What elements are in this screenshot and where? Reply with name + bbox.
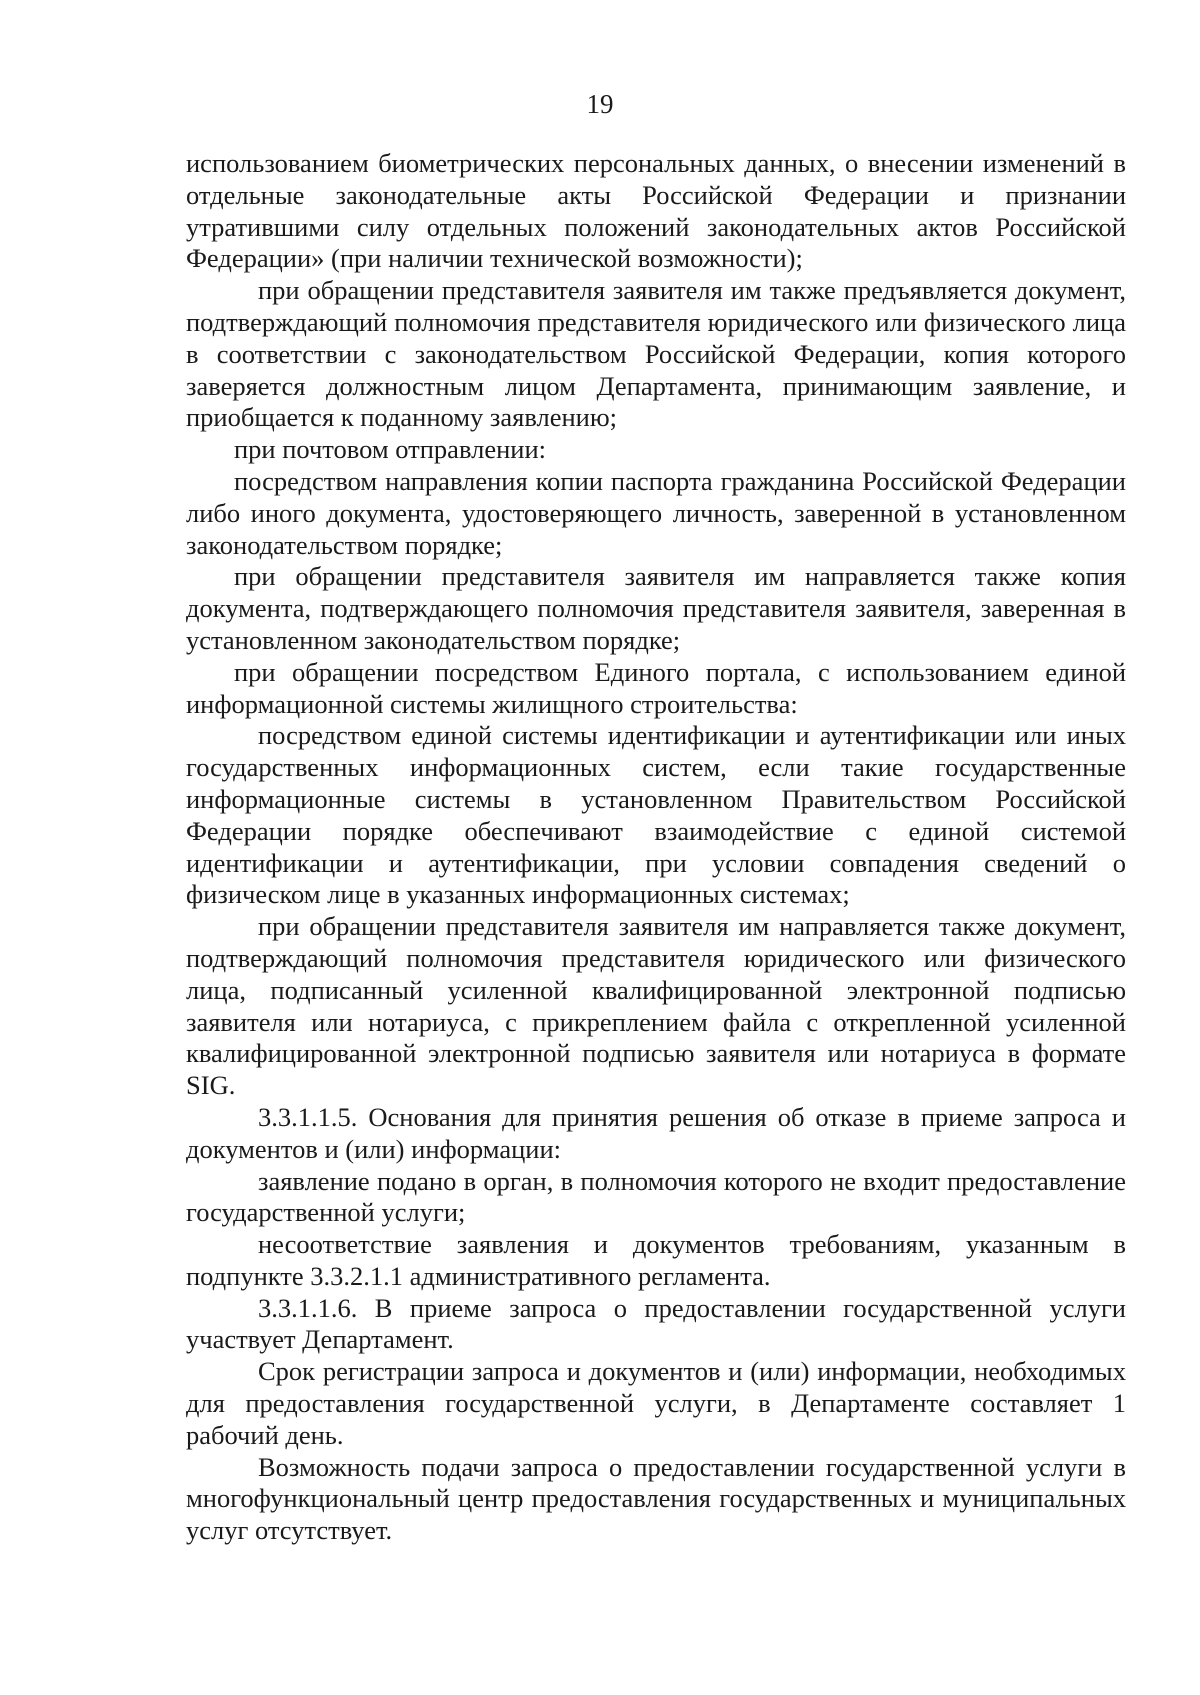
paragraph: при обращении представителя заявителя им также предъявляется документ, подтверждающий полномочия представителя юридического или физического лица в соответствии с законодательством Российской Федерации, копия которого заверяется должностным лицом Департамента, принимающим заявление, и приобщается к поданному заявлению;	[186, 275, 1126, 433]
paragraph: 3.3.1.1.5. Основания для принятия решения об отказе в приеме запроса и документов и (или) информации:	[186, 1101, 1126, 1164]
paragraph: 3.3.1.1.6. В приеме запроса о предоставлении государственной услуги участвует Департамент.	[186, 1292, 1126, 1355]
page-number: 19	[586, 89, 614, 119]
paragraph: посредством единой системы идентификации и аутентификации или иных государственных информационных систем, если такие государственные информационные системы в установленном Правительством Российской Федерации порядке обеспечивают взаимодействие с единой системой идентификации и аутентификации, при условии совпадения сведений о физическом лице в указанных информационных системах;	[186, 720, 1126, 910]
paragraph: при обращении представителя заявителя им направляется также копия документа, подтверждающего полномочия представителя заявителя, заверенная в установленном законодательством порядке;	[186, 561, 1126, 655]
paragraph: при обращении представителя заявителя им направляется также документ, подтверждающий полномочия представителя юридического или физического лица, подписанный усиленной квалифицированной электронной подписью заявителя или нотариуса, с прикреплением файла с открепленной усиленной квалифицированной электронной подписью заявителя или нотариуса в формате SIG.	[186, 911, 1126, 1101]
document-body	[186, 148, 1126, 1547]
paragraph: при почтовом отправлении:	[234, 434, 546, 465]
paragraph: Возможность подачи запроса о предоставлении государственной услуги в многофункциональный центр предоставления государственных и муниципальных услуг отсутствует.	[186, 1451, 1126, 1546]
paragraph: при обращении посредством Единого портала, с использованием единой информационной системы жилищного строительства:	[186, 656, 1126, 719]
paragraph: Срок регистрации запроса и документов и (или) информации, необходимых для предоставления государственной услуги, в Департаменте составляет 1 рабочий день.	[186, 1356, 1126, 1450]
paragraph: заявление подано в орган, в полномочия которого не входит предоставление государственной услуги;	[186, 1165, 1126, 1228]
paragraph: посредством направления копии паспорта гражданина Российской Федерации либо иного документа, удостоверяющего личность, заверенной в установленном законодательством порядке;	[186, 465, 1126, 560]
paragraph: использованием биометрических персональных данных, о внесении изменений в отдельные законодательные акты Российской Федерации и признании утратившими силу отдельных положений законодательных актов Российской Федерации» (при наличии технической возможности);	[186, 148, 1126, 274]
paragraph: несоответствие заявления и документов требованиям, указанным в подпункте 3.3.2.1.1 административного регламента.	[186, 1229, 1126, 1291]
